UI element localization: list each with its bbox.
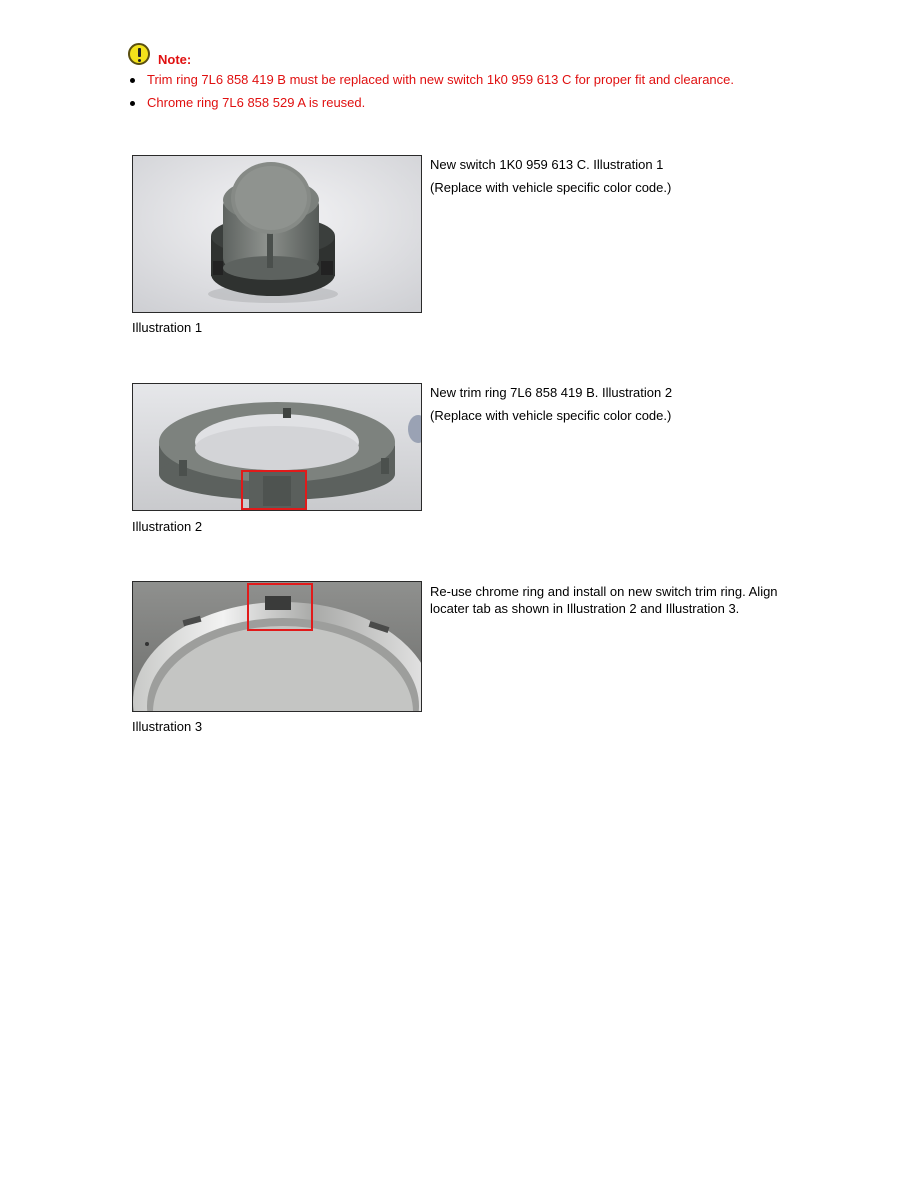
locator-tab-highlight (247, 583, 313, 631)
description-line: New switch 1K0 959 613 C. Illustration 1 (430, 157, 664, 172)
illustration-2-description (430, 384, 810, 430)
illustration-3-description (430, 583, 810, 617)
note-bullet (128, 95, 734, 111)
locator-tab-highlight (241, 470, 307, 510)
description-line: New trim ring 7L6 858 419 B. Illustration 2 (430, 385, 673, 400)
illustration-2-photo (132, 383, 422, 511)
note-title: Note: (158, 52, 192, 67)
warning-exclamation-icon (128, 43, 150, 65)
note-bullet-list (128, 72, 734, 118)
illustration-1-description (430, 156, 810, 202)
illustration-3-photo (132, 581, 422, 712)
description-line: Re-use chrome ring and install on new switch trim ring. Align locater tab as shown in Illustration 2 and Illustration 3. (430, 584, 778, 616)
description-line: (Replace with vehicle specific color code.) (430, 180, 672, 195)
description-line: (Replace with vehicle specific color code.) (430, 408, 672, 423)
illustration-2-caption: Illustration 2 (132, 519, 203, 534)
note-header (128, 40, 191, 67)
illustration-1-caption: Illustration 1 (132, 320, 203, 335)
note-bullet-text: Trim ring 7L6 858 419 B must be replaced with new switch 1k0 959 613 C for proper fit and clearance. (147, 72, 734, 87)
illustration-3-caption: Illustration 3 (132, 719, 203, 734)
illustration-1-photo (132, 155, 422, 313)
note-bullet (128, 72, 734, 88)
switch-photo (133, 156, 421, 312)
note-bullet-text: Chrome ring 7L6 858 529 A is reused. (147, 95, 366, 110)
